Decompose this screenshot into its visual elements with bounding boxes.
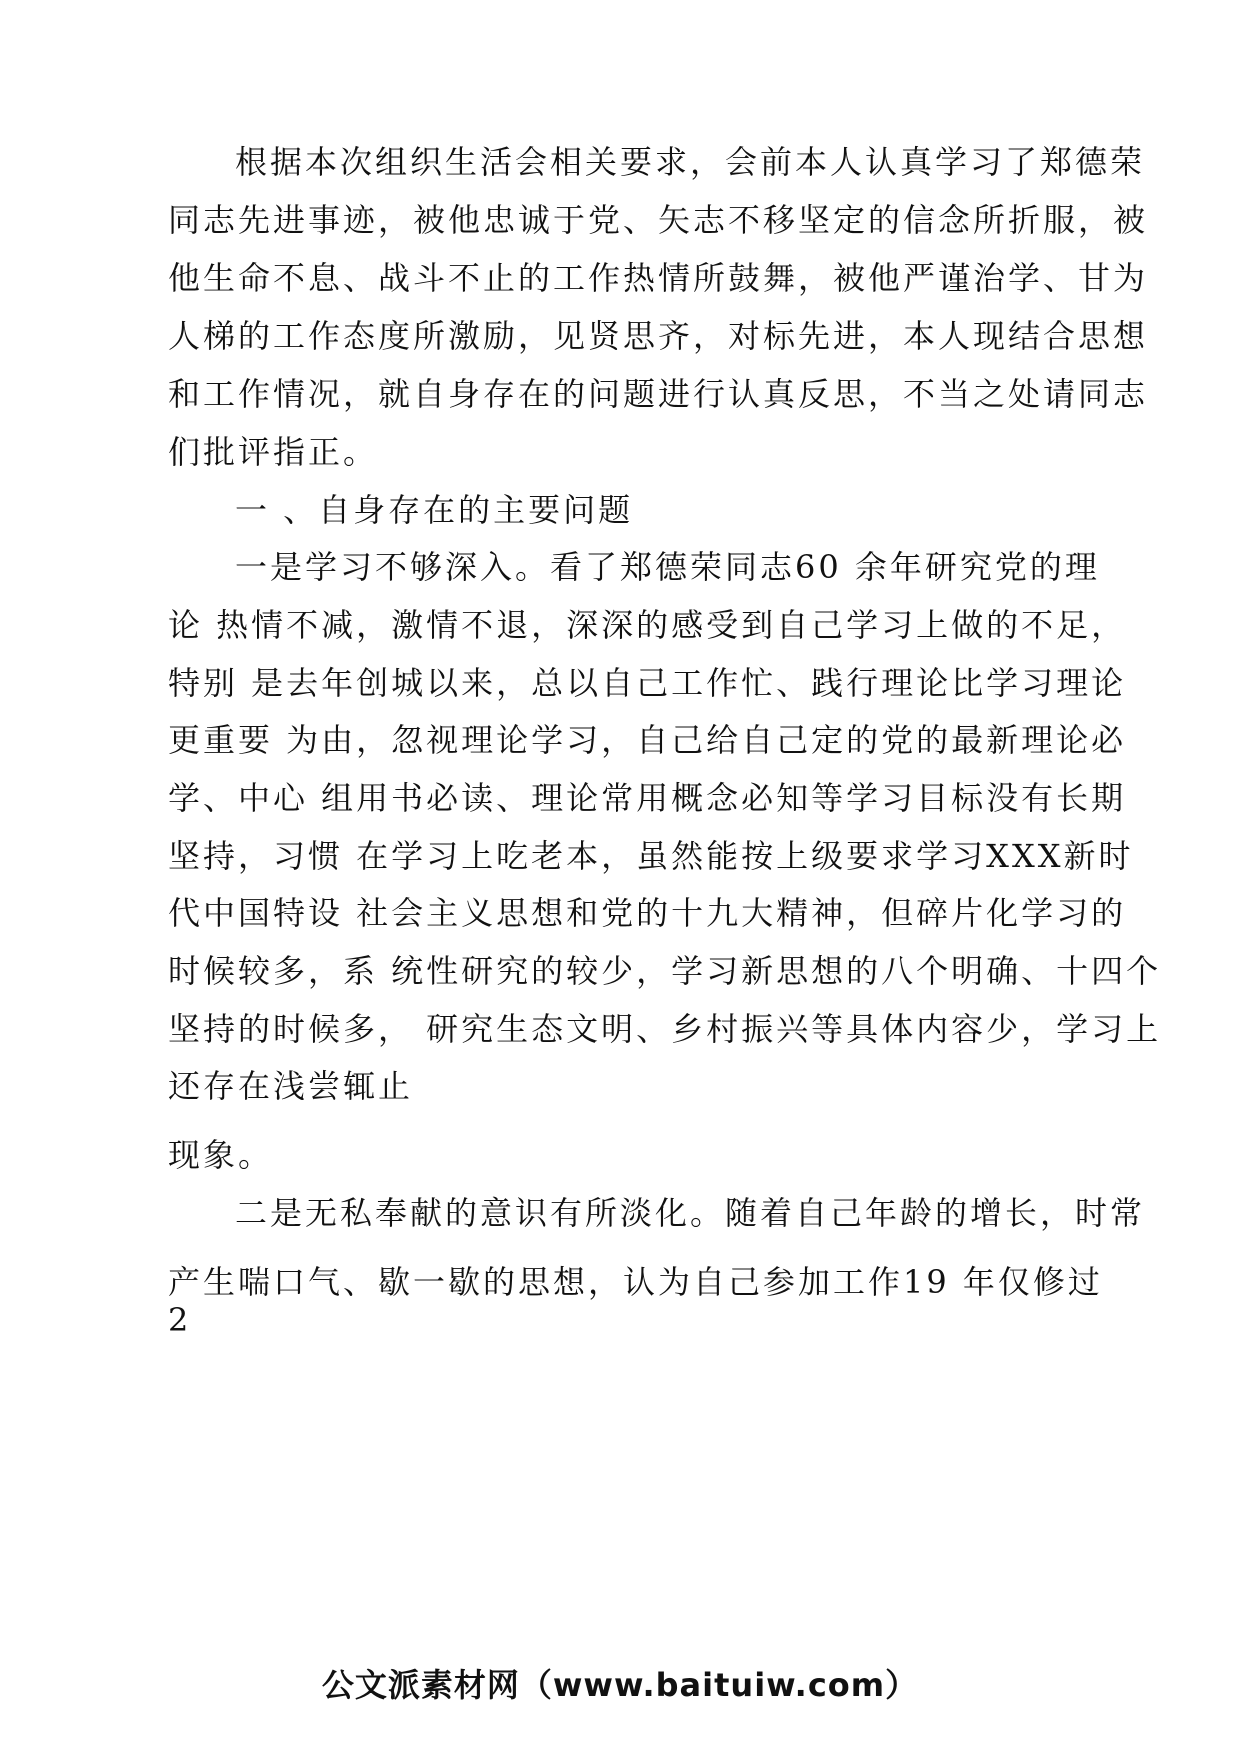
text-line: 一是学习不够深入。看了郑德荣同志60 余年研究党的理	[235, 548, 1100, 586]
text-line: 更重要 为由，忽视理论学习，自己给自己定的党的最新理论必	[168, 721, 1127, 759]
text-line: 同志先进事迹，被他忠诚于党、矢志不移坚定的信念所折服，被	[168, 201, 1149, 239]
text-line: 二是无私奉献的意识有所淡化。随着自己年龄的增长，时常	[235, 1194, 1146, 1232]
footer-watermark: 公文派素材网（www.baituiw.com）	[321, 1666, 919, 1704]
text-line: 学、中心 组用书必读、理论常用概念必知等学习目标没有长期	[168, 779, 1127, 817]
text-line: 根据本次组织生活会相关要求，会前本人认真学习了郑德荣	[235, 143, 1146, 181]
text-line: 坚持，习惯 在学习上吃老本，虽然能按上级要求学习XXX新时	[168, 837, 1134, 875]
text-line: 们批评指正。	[168, 433, 379, 471]
text-line: 和工作情况，就自身存在的问题进行认真反思，不当之处请同志	[168, 375, 1149, 413]
text-line: 代中国特设 社会主义思想和党的十九大精神，但碎片化学习的	[168, 894, 1127, 932]
text-line: 现象。	[168, 1136, 274, 1174]
text-line: 还存在浅尝辄止	[168, 1067, 414, 1105]
text-line: 时候较多，系 统性研究的较少，学习新思想的八个明确、十四个	[168, 952, 1162, 990]
text-line: 特别 是去年创城以来，总以自己工作忙、践行理论比学习理论	[168, 664, 1127, 702]
page-number: 2	[168, 1301, 192, 1339]
text-line: 他生命不息、战斗不止的工作热情所鼓舞，被他严谨治学、甘为	[168, 259, 1149, 297]
text-line: 产生喘口气、歇一歇的思想，认为自己参加工作19 年仅修过	[168, 1263, 1103, 1301]
text-line: 坚持的时候多， 研究生态文明、乡村振兴等具体内容少，学习上	[168, 1010, 1162, 1048]
section-heading: 一 、自身存在的主要问题	[235, 491, 634, 529]
text-line: 论 热情不减，激情不退，深深的感受到自己学习上做的不足，	[168, 606, 1127, 644]
text-line: 人梯的工作态度所激励，见贤思齐，对标先进，本人现结合思想	[168, 317, 1149, 355]
